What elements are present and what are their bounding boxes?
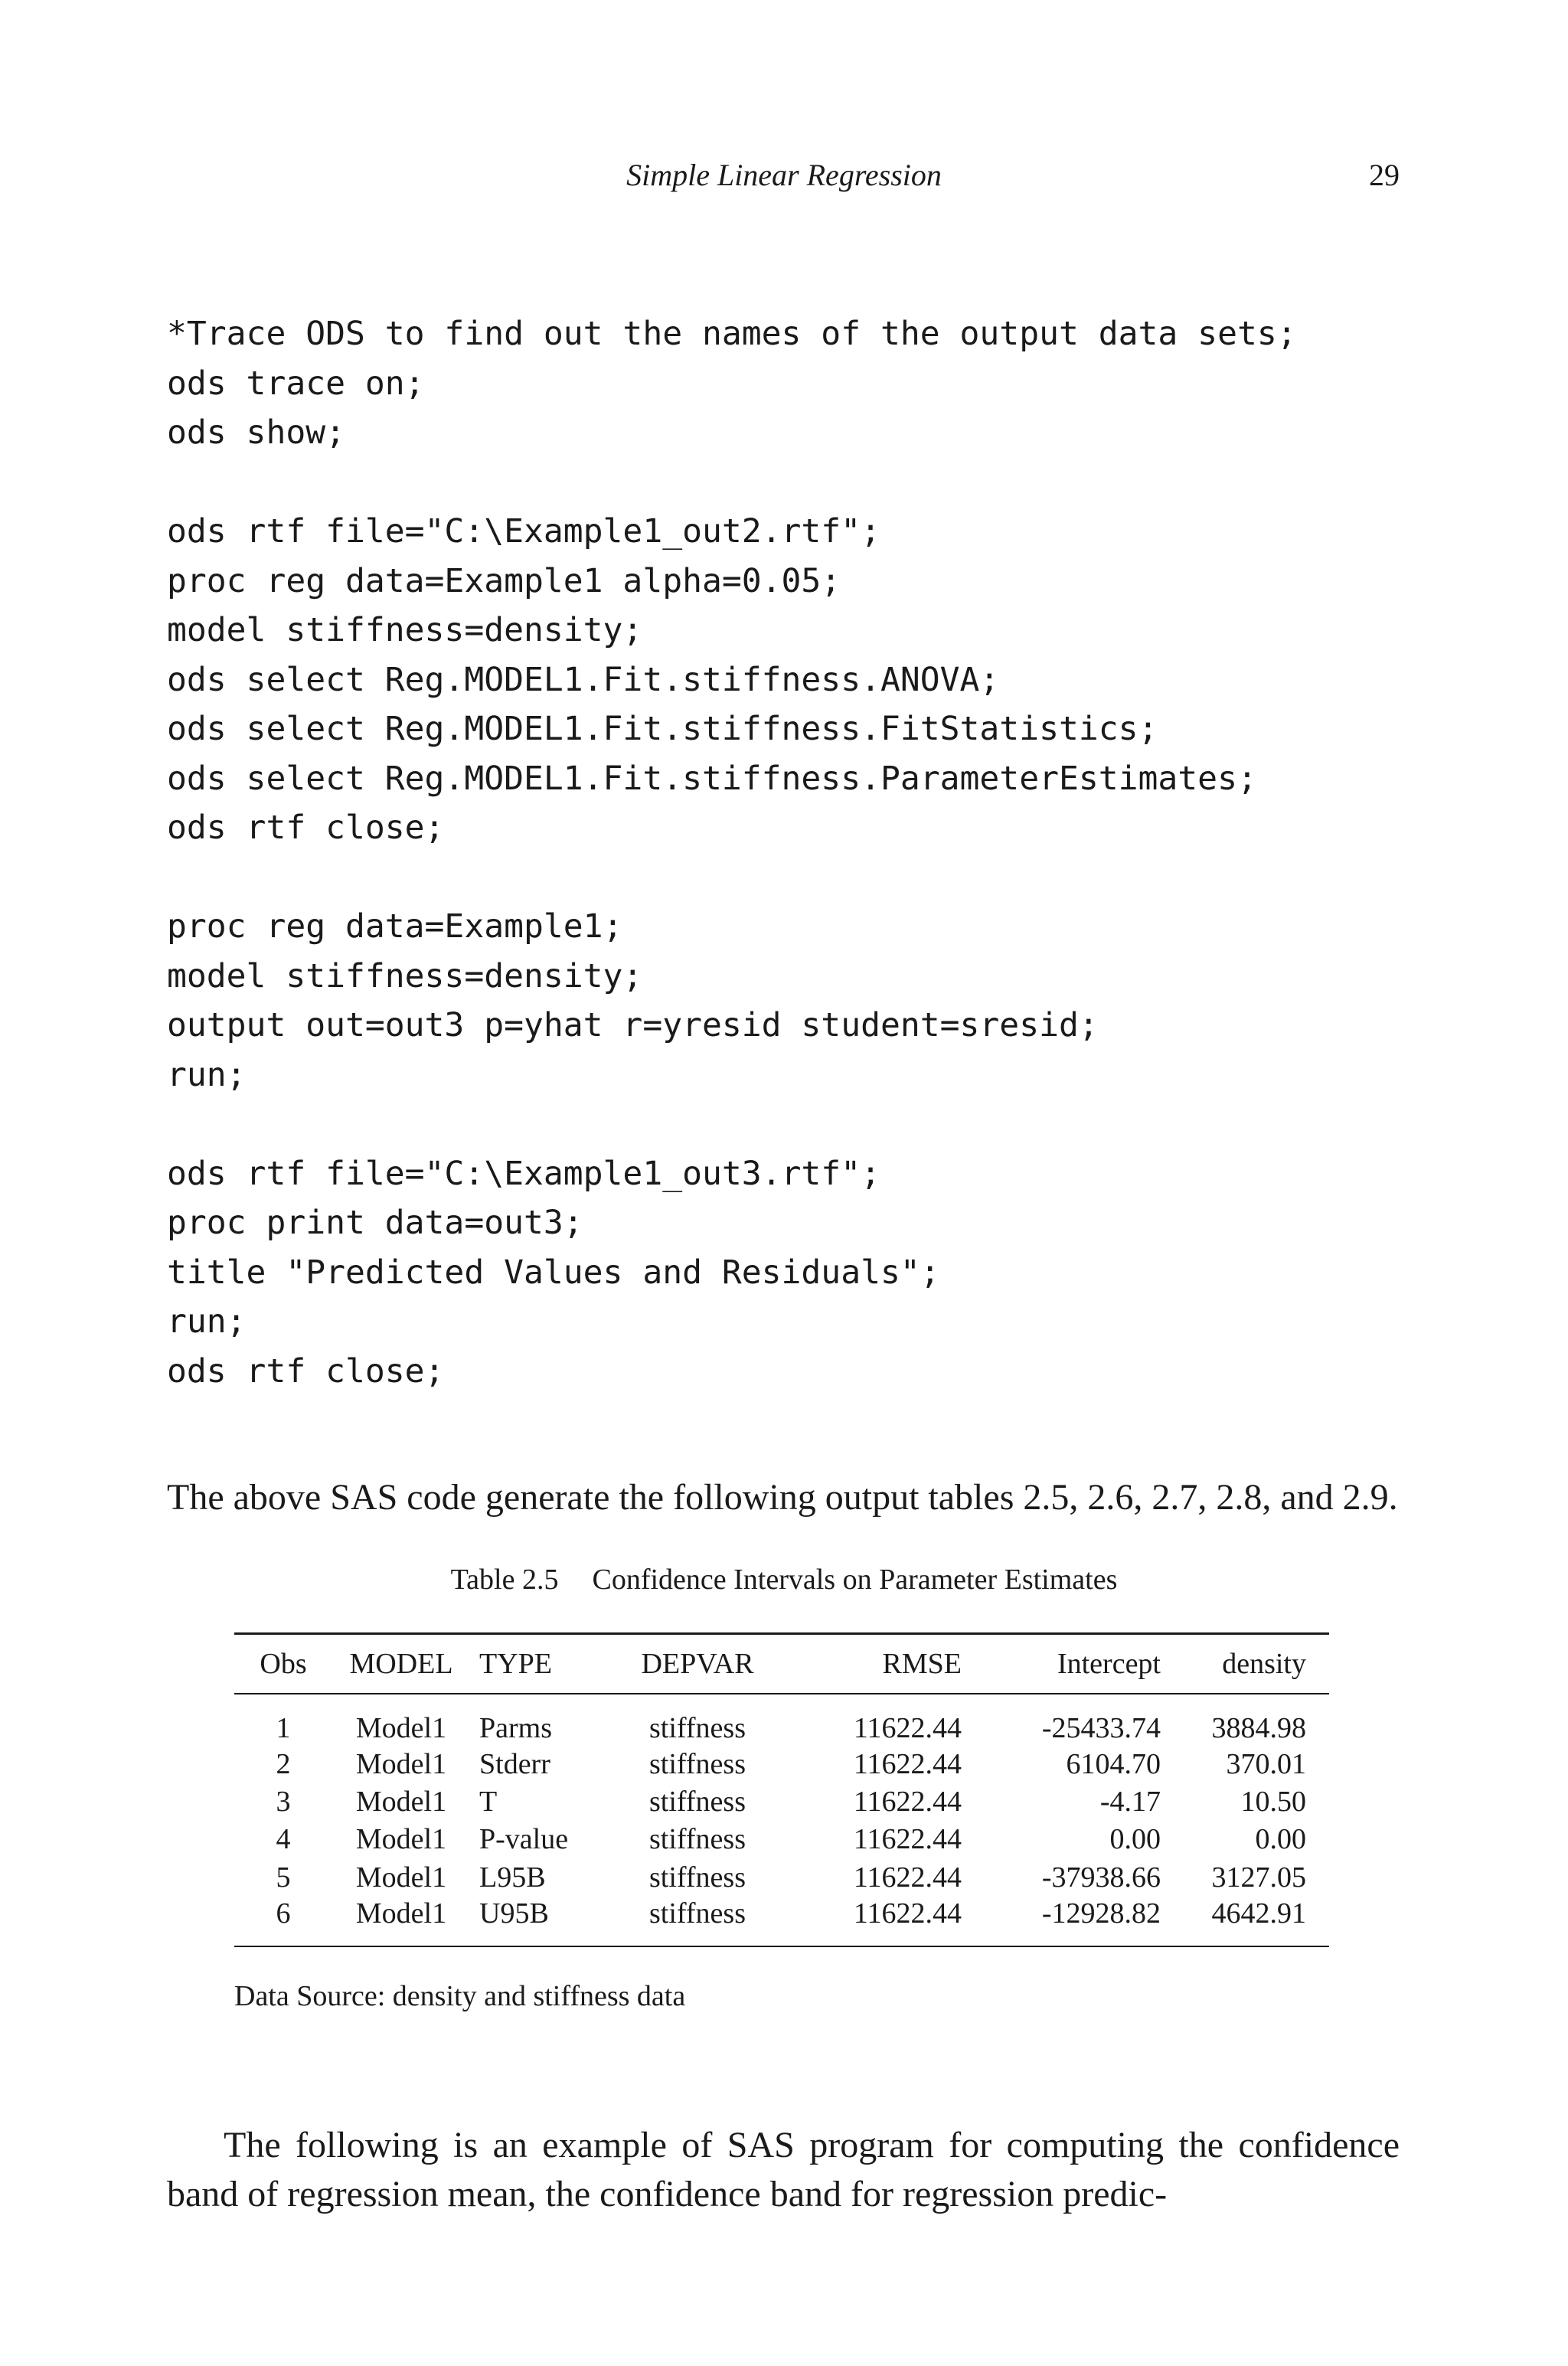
code-line: proc reg data=Example1; <box>167 907 623 946</box>
table-caption-text: Confidence Intervals on Parameter Estimates <box>592 1564 1118 1596</box>
parameter-estimates-table <box>234 1632 1329 1947</box>
cell-type: T <box>479 1786 498 1819</box>
cell-density: 0.00 <box>1255 1823 1306 1856</box>
cell-depvar: stiffness <box>649 1747 746 1780</box>
table-row <box>234 1783 1329 1820</box>
header-obs: Obs <box>260 1648 307 1680</box>
code-line: title "Predicted Values and Residuals"; <box>167 1253 940 1292</box>
table-caption-label: Table 2.5 <box>450 1564 559 1596</box>
code-line: ods select Reg.MODEL1.Fit.stiffness.ParameterEstimates; <box>167 759 1257 798</box>
running-title: Simple Linear Regression <box>626 158 942 192</box>
header-rmse: RMSE <box>882 1648 962 1680</box>
cell-rmse: 11622.44 <box>853 1823 962 1856</box>
sas-code-block <box>167 309 1407 1396</box>
code-line: ods rtf file="C:\Example1_out3.rtf"; <box>167 1154 880 1193</box>
running-head <box>0 156 1568 194</box>
code-line: *Trace ODS to find out the names of the output data sets; <box>167 315 1297 353</box>
cell-intercept: -12928.82 <box>1041 1897 1161 1930</box>
cell-model: Model1 <box>355 1861 447 1894</box>
cell-rmse: 11622.44 <box>853 1861 962 1894</box>
cell-intercept: 6104.70 <box>1066 1747 1161 1780</box>
header-intercept: Intercept <box>1057 1648 1161 1680</box>
cell-type: Stderr <box>479 1747 550 1780</box>
header-depvar: DEPVAR <box>641 1648 754 1680</box>
cell-depvar: stiffness <box>649 1861 746 1894</box>
cell-depvar: stiffness <box>649 1786 746 1819</box>
cell-intercept: 0.00 <box>1109 1823 1161 1856</box>
code-line <box>167 458 1407 508</box>
cell-depvar: stiffness <box>649 1897 746 1930</box>
code-line <box>167 853 1407 903</box>
cell-obs: 4 <box>276 1823 291 1856</box>
cell-intercept: -4.17 <box>1099 1786 1161 1819</box>
code-line: ods rtf file="C:\Example1_out2.rtf"; <box>167 512 880 551</box>
cell-obs: 3 <box>276 1786 291 1819</box>
cell-obs: 1 <box>276 1712 291 1744</box>
table-row <box>234 1858 1329 1896</box>
continuing-paragraph-text: The following is an example of SAS program for computing the confidence band of regression mean, the confidence band for regression predic- <box>167 2125 1400 2214</box>
page-number: 29 <box>1369 158 1400 192</box>
cell-type: Parms <box>479 1712 552 1744</box>
code-line: run; <box>167 1302 247 1341</box>
code-line: ods trace on; <box>167 364 425 403</box>
cell-obs: 6 <box>276 1897 291 1930</box>
cell-rmse: 11622.44 <box>853 1712 962 1744</box>
cell-intercept: -37938.66 <box>1041 1861 1161 1894</box>
code-line <box>167 1100 1407 1149</box>
cell-obs: 2 <box>276 1747 291 1780</box>
cell-density: 3127.05 <box>1211 1861 1306 1894</box>
cell-rmse: 11622.44 <box>853 1786 962 1819</box>
code-line: proc print data=out3; <box>167 1204 583 1242</box>
cell-intercept: -25433.74 <box>1041 1712 1161 1744</box>
cell-model: Model1 <box>355 1823 447 1856</box>
header-density: density <box>1222 1648 1306 1680</box>
cell-rmse: 11622.44 <box>853 1747 962 1780</box>
cell-depvar: stiffness <box>649 1823 746 1856</box>
table-caption <box>0 1560 1568 1599</box>
cell-model: Model1 <box>355 1712 447 1744</box>
cell-model: Model1 <box>355 1786 447 1819</box>
cell-model: Model1 <box>355 1747 447 1780</box>
cell-model: Model1 <box>355 1897 447 1930</box>
continuing-paragraph <box>167 2121 1400 2219</box>
table-row <box>234 1897 1329 1946</box>
cell-density: 3884.98 <box>1211 1712 1306 1744</box>
code-line: ods rtf close; <box>167 809 445 847</box>
code-line: output out=out3 p=yhat r=yresid student=sresid; <box>167 1006 1099 1044</box>
code-line: run; <box>167 1055 247 1094</box>
cell-density: 370.01 <box>1226 1747 1306 1780</box>
code-line: ods rtf close; <box>167 1351 445 1391</box>
table-row <box>234 1745 1329 1783</box>
table-row <box>234 1694 1329 1745</box>
header-type: TYPE <box>479 1648 552 1680</box>
cell-depvar: stiffness <box>649 1712 746 1744</box>
cell-type: L95B <box>479 1861 546 1894</box>
code-line: ods show; <box>167 413 345 452</box>
code-line: model stiffness=density; <box>167 956 643 995</box>
table-source-note: Data Source: density and stiffness data <box>234 1980 686 2012</box>
cell-type: P-value <box>479 1823 569 1856</box>
cell-obs: 5 <box>276 1861 291 1894</box>
header-model: MODEL <box>349 1648 453 1680</box>
cell-rmse: 11622.44 <box>853 1897 962 1930</box>
code-line: model stiffness=density; <box>167 611 643 649</box>
intro-paragraph: The above SAS code generate the following output tables 2.5, 2.6, 2.7, 2.8, and 2.9. <box>167 1477 1398 1518</box>
code-line: ods select Reg.MODEL1.Fit.stiffness.FitStatistics; <box>167 710 1158 748</box>
cell-density: 10.50 <box>1240 1786 1306 1819</box>
parameter-estimates-table-container <box>234 1632 1329 1947</box>
cell-density: 4642.91 <box>1211 1897 1306 1930</box>
table-row <box>234 1821 1329 1858</box>
table-header-row <box>234 1634 1329 1694</box>
code-line: ods select Reg.MODEL1.Fit.stiffness.ANOVA; <box>167 660 1000 699</box>
code-line: proc reg data=Example1 alpha=0.05; <box>167 561 841 600</box>
cell-type: U95B <box>479 1897 549 1930</box>
